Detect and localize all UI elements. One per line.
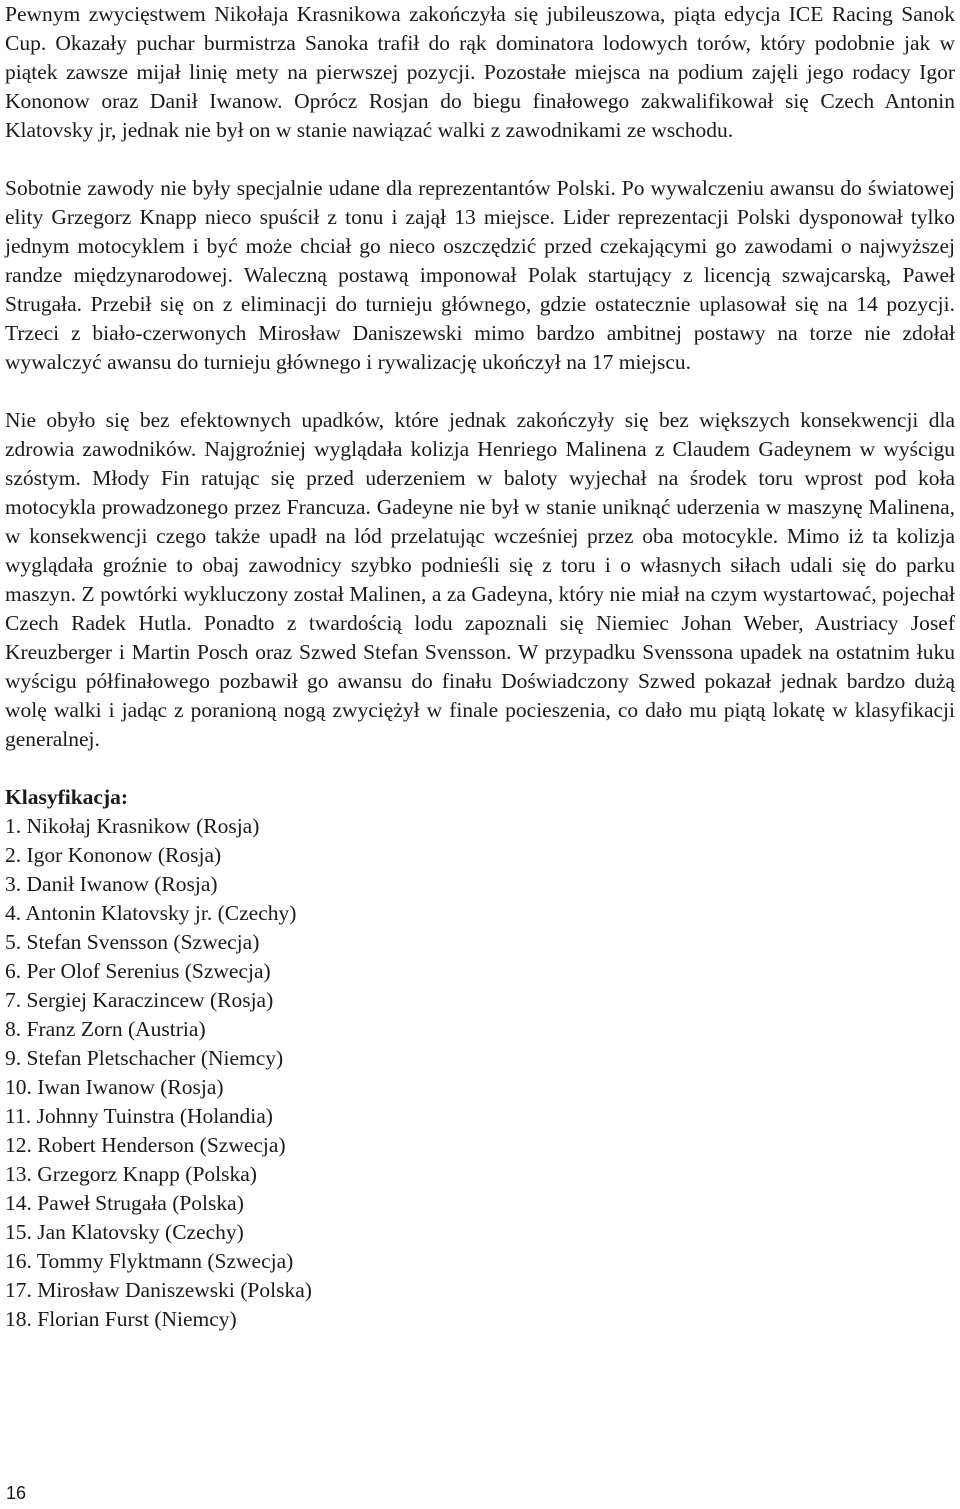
classification-entry: 9. Stefan Pletschacher (Niemcy) [5, 1046, 284, 1070]
article-paragraph-3: Nie obyło się bez efektownych upadków, które jednak zakończyły się bez większych konsekwencji dla zdrowia zawodników. Najgroźniej wyglądała kolizja Henriego Malinena z Claudem Gadeynem w wyścigu szóstym. Młody Fin ratując się przed uderzeniem w baloty wyjechał na środek toru wprost pod koła motocykla prowadzonego przez Francuza. Gadeyne nie był w stanie uniknąć uderzenia w maszynę Malinena, w konsekwencji czego także upadł na lód przelatując wcześniej przez oba motocykle. Mimo iż ta kolizja wyglądała groźnie to obaj zawodnicy szybko podnieśli się z toru i o własnych siłach udali się do parku maszyn. Z powtórki wykluczony został Malinen, a za Gadeyna, który nie miał na czym wystartować, pojechał Czech Radek Hutla. Ponadto z twardością lodu zapoznali się Niemiec Johan Weber, Austriacy Josef Kreuzberger i Martin Posch oraz Szwed Stefan Svensson. W przypadku Svenssona upadek na ostatnim łuku wyścigu półfinałowego pozbawił go awansu do finału Doświadczony Szwed pokazał jednak bardzo dużą wolę walki i jadąc z poranioną nogą zwyciężył w finale pocieszenia, co dało mu piątą lokatę w klasyfikacji generalnej. [5, 408, 955, 751]
classification-entry: 3. Danił Iwanow (Rosja) [5, 872, 218, 896]
classification-entry: 2. Igor Kononow (Rosja) [5, 843, 222, 867]
classification-entry: 10. Iwan Iwanow (Rosja) [5, 1075, 224, 1099]
classification-entry: 1. Nikołaj Krasnikow (Rosja) [5, 814, 260, 838]
classification-entry: 17. Mirosław Daniszewski (Polska) [5, 1278, 312, 1302]
document-page [5, 0, 955, 1334]
classification-entry: 4. Antonin Klatovsky jr. (Czechy) [5, 901, 297, 925]
classification-entry: 15. Jan Klatovsky (Czechy) [5, 1220, 244, 1244]
paragraph-gap [5, 754, 955, 783]
paragraph-gap [5, 145, 955, 174]
article-paragraph-2: Sobotnie zawody nie były specjalnie udane dla reprezentantów Polski. Po wywalczeniu awansu do światowej elity Grzegorz Knapp nieco spuścił z tonu i zajął 13 miejsce. Lider reprezentacji Polski dysponował tylko jednym motocyklem i być może chciał go nieco oszczędzić przed czekającymi go zawodami o najwyższej randze międzynarodowej. Waleczną postawą imponował Polak startujący z licencją szwajcarską, Paweł Strugała. Przebił się on z eliminacji do turnieju głównego, gdzie ostatecznie uplasował się na 14 pozycji. Trzeci z biało-czerwonych Mirosław Daniszewski mimo bardzo ambitnej postawy na torze nie zdołał wywalczyć awansu do turnieju głównego i rywalizację ukończył na 17 miejscu. [5, 176, 955, 374]
classification-entry: 16. Tommy Flyktmann (Szwecja) [5, 1249, 294, 1273]
article-paragraph-1: Pewnym zwycięstwem Nikołaja Krasnikowa zakończyła się jubileuszowa, piąta edycja ICE Racing Sanok Cup. Okazały puchar burmistrza Sanoka trafił do rąk dominatora lodowych torów, który podobnie jak w piątek zawsze mijał linię mety na pierwszej pozycji. Pozostałe miejsca na podium zajęli jego rodacy Igor Kononow oraz Danił Iwanow. Oprócz Rosjan do biegu finałowego zakwalifikował się Czech Antonin Klatovsky jr, jednak nie był on w stanie nawiązać walki z zawodnikami ze wschodu. [5, 2, 955, 142]
classification-entry: 18. Florian Furst (Niemcy) [5, 1307, 237, 1331]
classification-entry: 5. Stefan Svensson (Szwecja) [5, 930, 260, 954]
classification-entry: 8. Franz Zorn (Austria) [5, 1017, 206, 1041]
classification-entry: 7. Sergiej Karaczincew (Rosja) [5, 988, 274, 1012]
classification-entry: 6. Per Olof Serenius (Szwecja) [5, 959, 271, 983]
classification-heading: Klasyfikacja: [5, 785, 129, 809]
classification-entry: 12. Robert Henderson (Szwecja) [5, 1133, 286, 1157]
paragraph-gap [5, 377, 955, 406]
classification-list [5, 812, 955, 1334]
classification-entry: 14. Paweł Strugała (Polska) [5, 1191, 244, 1215]
page-number: 16 [6, 1483, 27, 1503]
classification-entry: 13. Grzegorz Knapp (Polska) [5, 1162, 257, 1186]
classification-entry: 11. Johnny Tuinstra (Holandia) [5, 1104, 273, 1128]
